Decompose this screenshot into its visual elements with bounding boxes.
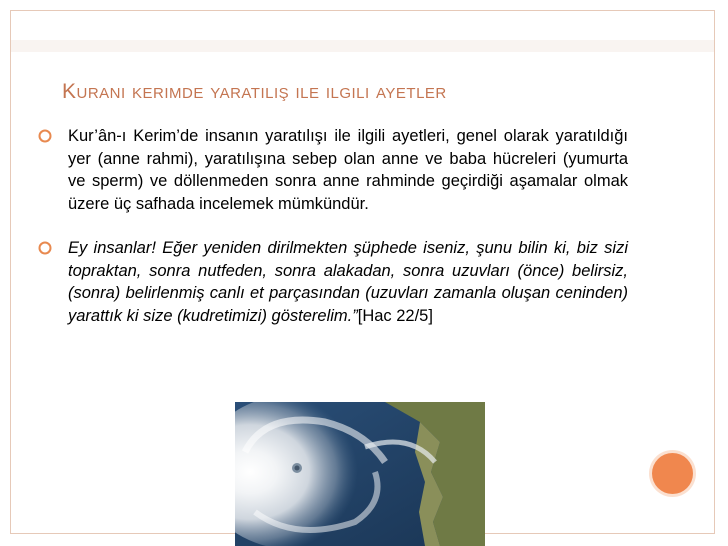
citation: [Hac 22/5] bbox=[357, 306, 433, 325]
bullet-icon bbox=[36, 127, 54, 145]
bullet-list bbox=[36, 125, 628, 349]
title-band bbox=[11, 40, 714, 52]
bullet-item-1 bbox=[36, 125, 628, 215]
quote-text: Ey insanlar! Eğer yeniden dirilmekten şüphede iseniz, şunu bilin ki, biz sizi topraktan, sonra nutfeden, sonra alakadan, sonra uzuvları (önce) belirsiz, (sonra) belirlenmiş canlı et parçasından (uzuvları zamanla oluşan ceninden) yarattık ki size (kudretimizi) gösterelim.” bbox=[68, 239, 628, 325]
slide-title: Kuranı kerimde yaratılış ile ilgili ayetler bbox=[62, 80, 447, 103]
bullet-icon bbox=[36, 239, 54, 257]
bullet-text-1: Kur’ân-ı Kerim’de insanın yaratılışı ile ilgili ayetleri, genel olarak yaratıldığı yer (anne rahmi), yaratılışına sebep olan anne ve baba hücreleri (yumurta ve sperm) ve döllenmeden sonra anne rahminde geçirdiği aşamalar olmak üzere üç safhada incelemek mümkündür. bbox=[68, 127, 628, 213]
hurricane-satellite-image bbox=[235, 402, 485, 546]
bullet-text-2 bbox=[68, 237, 628, 327]
bullet-item-2 bbox=[36, 237, 628, 327]
decorative-circle bbox=[652, 453, 693, 494]
